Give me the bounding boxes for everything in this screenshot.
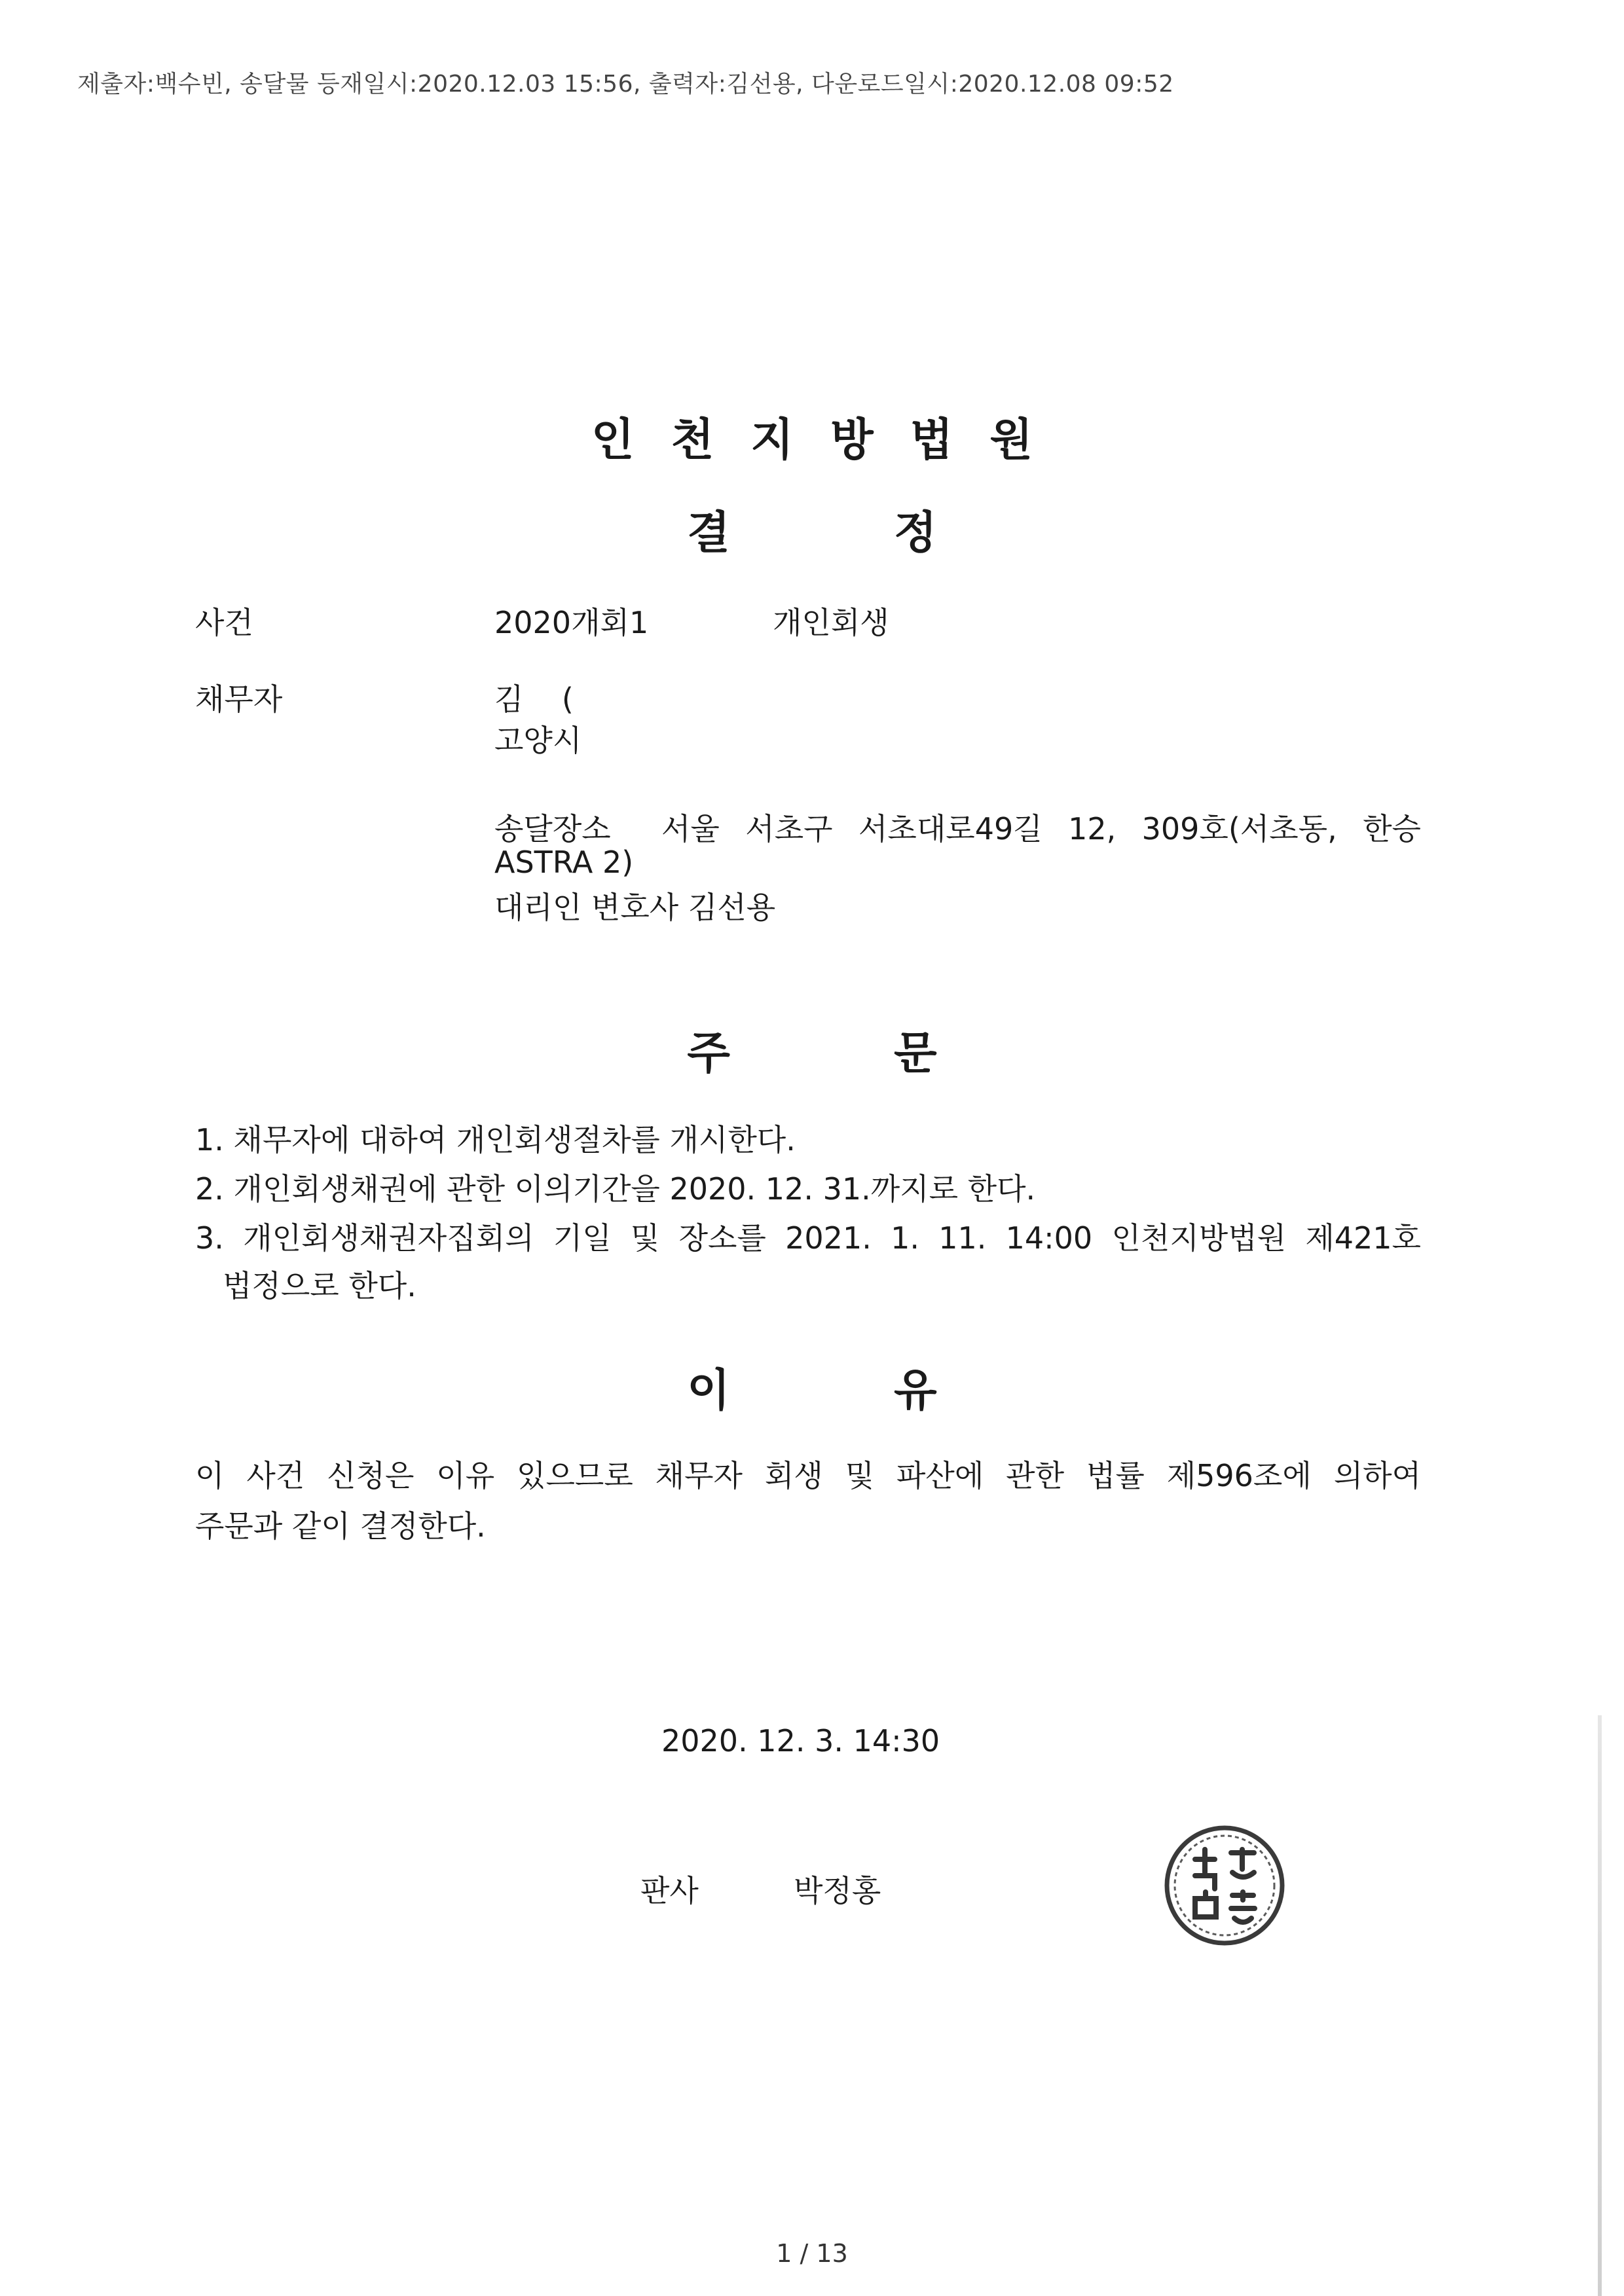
order-item-1: 1. 채무자에 대하여 개인회생절차를 개시한다. — [195, 1122, 796, 1157]
agent: 대리인 변호사 김선용 — [494, 890, 776, 925]
judge-seal — [1159, 1820, 1290, 1951]
scan-edge-shadow — [1598, 1715, 1602, 2296]
case-number: 2020개회1 — [494, 605, 649, 640]
decision-date: 2020. 12. 3. 14:30 — [661, 1723, 940, 1758]
judge-name: 박정홍 — [794, 1873, 881, 1908]
service-address-line2: ASTRA 2) — [494, 845, 634, 880]
debtor-label: 채무자 — [195, 682, 283, 717]
order-heading: 주문 — [687, 1028, 1101, 1080]
service-label: 송달장소 — [494, 811, 611, 847]
document-title: 결정 — [687, 507, 1101, 559]
order-item-2: 2. 개인회생채권에 관한 이의기간을 2020. 12. 31.까지로 한다. — [195, 1171, 1036, 1207]
debtor-name: 김 ( — [494, 682, 574, 717]
judge-title: 판사 — [640, 1873, 699, 1908]
order-item-3-cont: 법정으로 한다. — [223, 1268, 416, 1303]
download-metadata: 제출자:백수빈, 송달물 등재일시:2020.12.03 15:56, 출력자:김선용, 다운로드일시:2020.12.08 09:52 — [77, 71, 1174, 98]
case-label: 사건 — [195, 605, 253, 640]
court-name: 인천지방법원 — [591, 414, 1070, 466]
debtor-address: 고양시 — [494, 723, 582, 758]
page-number: 1 / 13 — [776, 2239, 848, 2268]
service-address-line1: 서울 서초구 서초대로49길 12, 309호(서초동, 한승 — [661, 811, 1421, 847]
reason-line-1: 이 사건 신청은 이유 있으므로 채무자 회생 및 파산에 관한 법률 제596조에 의하여 — [195, 1458, 1421, 1493]
order-item-3: 3. 개인회생채권자집회의 기일 및 장소를 2021. 1. 11. 14:00 인천지방법원 제421호 — [195, 1220, 1421, 1256]
case-type: 개인회생 — [773, 605, 889, 640]
reason-heading: 이유 — [687, 1365, 1101, 1417]
reason-line-2: 주문과 같이 결정한다. — [195, 1508, 486, 1544]
